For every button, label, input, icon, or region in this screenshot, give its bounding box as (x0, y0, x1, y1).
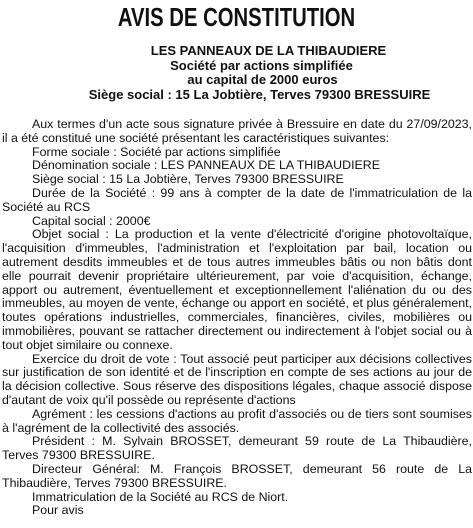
forme-line: Forme sociale : Société par actions simplifiée (32, 144, 281, 159)
capital-line: Capital social : 2000€ (32, 213, 151, 228)
intro-paragraph: Aux termes d'un acte sous signature privée à Bressuire en date du 27/09/2023, il a été constitué une société présentant les caractéristiques suivantes: (2, 117, 472, 145)
immatriculation-line: Immatriculation de la Société au RCS de Niort. (32, 489, 289, 504)
company-siege: Siège social : 15 La Jobtière, Terves 79300 BRESSUIRE (88, 86, 431, 102)
company-capital: au capital de 2000 euros (187, 72, 338, 87)
duree-line: Durée de la Société : 99 ans à compter de la date de l'immatriculation de la Société au RCS (2, 185, 472, 214)
company-name: LES PANNEAUX DE LA THIBAUDIERE (150, 43, 387, 58)
notice-body (2, 118, 472, 518)
agrement-paragraph: Agrément : les cessions d'actions au profit d'associés ou de tiers sont soumises à l'agrément de la collectivité des associés. (2, 406, 472, 435)
vote-paragraph: Exercice du droit de vote : Tout associé peut participer aux décisions collectives sur justification de son identité et de l'inscription en compte de ses actions au jour de la décision collective. Sous réserve des dispositions légales, chaque associé dispose d'autant de voix qu'il possède ou représente d'actions (2, 351, 472, 407)
pour-avis-line: Pour avis (32, 503, 84, 518)
notice-title: AVIS DE CONSTITUTION (117, 2, 356, 32)
company-header (0, 44, 473, 102)
company-type: Société par actions simplifiée (170, 57, 353, 73)
directeur-paragraph: Directeur Général: M. François BROSSET, demeurant 56 route de La Thibaudière, Terves 79300 BRESSUIRE. (2, 461, 472, 490)
objet-paragraph: Objet social : La production et la vente d'électricité d'origine photovoltaïque, l'acquisition d'immeubles, l'administration et l'exploitation par bail, location ou autrement desdits immeubles et de tous autres immeubles bâtis ou non bâtis dont elle pourrait devenir propriétaire ultérieurement, par voie d'acquisition, échange, apport ou autrement, éventuellement et exceptionnellement l'aliénation du ou des immeubles, au moyen de vente, échange ou apport en société, et plus généralement, toutes opérations industrielles, commerciales, financières, civiles, mobilières ou immobilières, pouvant se rattacher directement ou indirectement à l'objet social ou à tout objet similaire ou connexe. (2, 227, 472, 352)
siege-line: Siège social : 15 La Jobtière, Terves 79300 BRESSUIRE (32, 172, 344, 187)
denomination-line: Dénomination sociale : LES PANNEAUX DE LA THIBAUDIERE (32, 158, 380, 173)
president-paragraph: Président : M. Sylvain BROSSET, demeurant 59 route de La Thibaudière, Terves 79300 BRESSUIRE. (2, 434, 472, 463)
